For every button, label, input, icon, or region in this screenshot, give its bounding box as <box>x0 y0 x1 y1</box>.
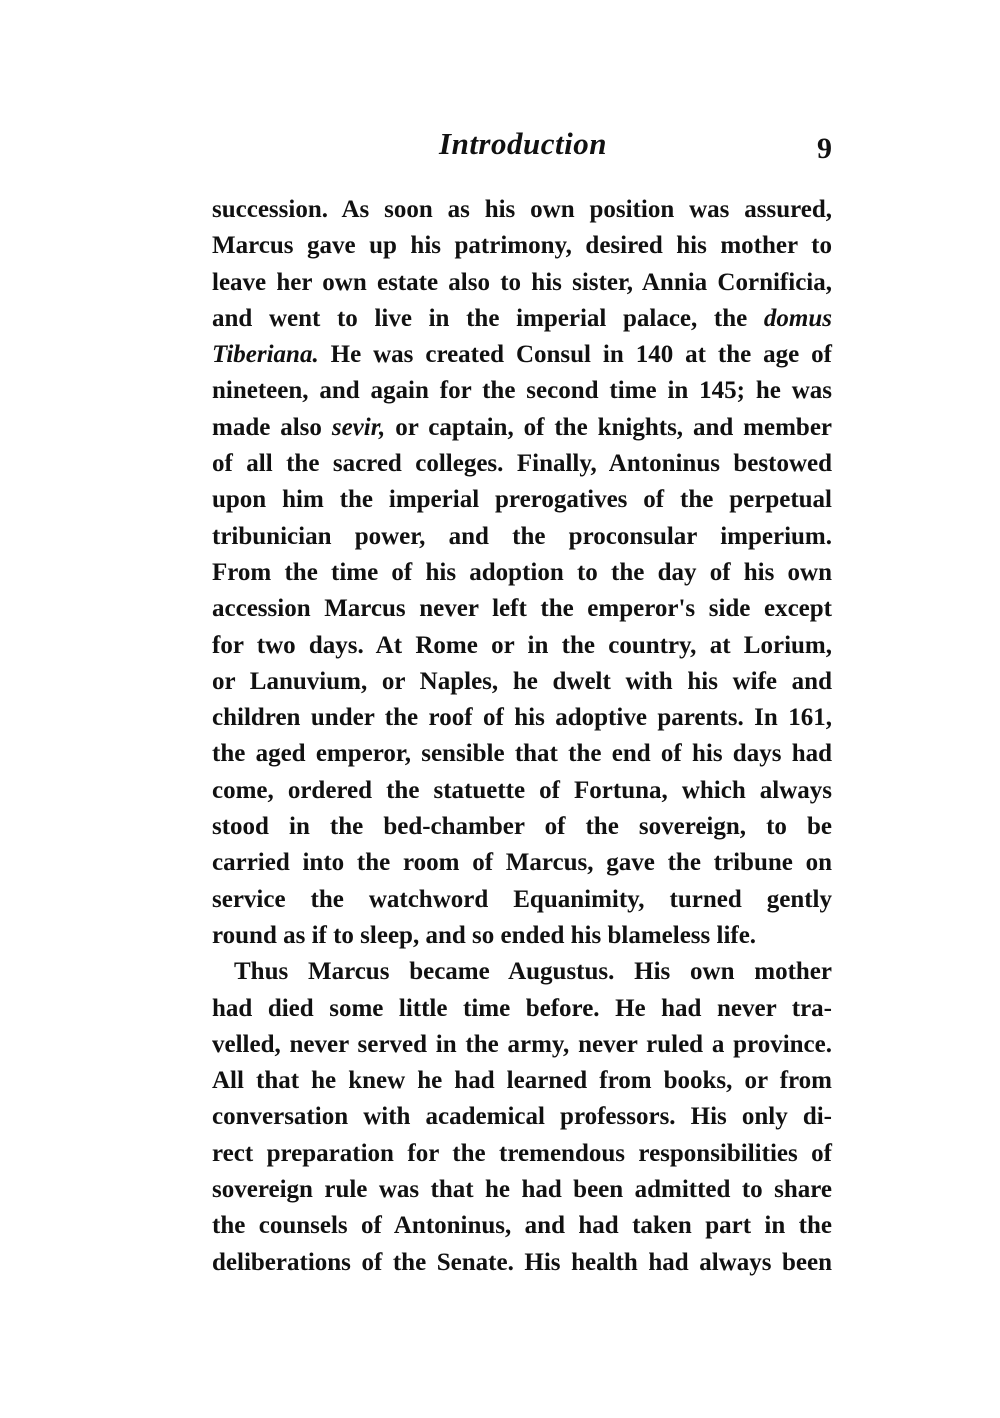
text-fragment: and went to live in the imperial palace, the <box>212 304 748 332</box>
page-number: 9 <box>817 132 832 165</box>
text-line: had died some little time before. He had never tra- <box>212 994 832 1022</box>
text-line: leave her own estate also to his sister, Annia Cornificia, <box>212 268 832 296</box>
text-line: rect preparation for the tremendous responsibilities of <box>212 1139 832 1167</box>
text-line: Marcus gave up his patrimony, desired his mother to <box>212 232 832 260</box>
text-line: carried into the room of Marcus, gave the tribune on <box>212 849 832 877</box>
text-line: sovereign rule was that he had been admitted to share <box>212 1176 832 1204</box>
running-head <box>212 126 834 170</box>
text-line: round as if to sleep, and so ended his blameless life. <box>212 921 757 949</box>
text-line: service the watchword Equanimity, turned gently <box>212 885 832 913</box>
text-line: the counsels of Antoninus, and had taken part in the <box>212 1212 832 1240</box>
text-line: nineteen, and again for the second time in 145; he was <box>212 377 832 405</box>
text-line: of all the sacred colleges. Finally, Antoninus bestowed <box>212 450 832 478</box>
text-line <box>212 301 832 337</box>
text-line: for two days. At Rome or in the country, at Lorium, <box>212 631 832 659</box>
text-line: children under the roof of his adoptive parents. In 161, <box>212 704 832 732</box>
running-title: Introduction <box>439 126 607 161</box>
text-line: the aged emperor, sensible that the end of his days had <box>212 740 832 768</box>
text-line <box>212 337 832 373</box>
text-line: stood in the bed-chamber of the sovereign, to be <box>212 813 832 841</box>
text-line: All that he knew he had learned from books, or from <box>212 1067 832 1095</box>
text-line: tribunician power, and the proconsular imperium. <box>212 522 832 550</box>
body-text <box>212 192 832 1281</box>
text-line: accession Marcus never left the emperor's side except <box>212 595 832 623</box>
italic-term: domus <box>763 304 832 332</box>
text-line: Thus Marcus became Augustus. His own mother <box>234 958 832 986</box>
text-line: come, ordered the statuette of Fortuna, which always <box>212 776 832 804</box>
text-line: succession. As soon as his own position was assured, <box>212 196 832 223</box>
text-line: upon him the imperial prerogatives of the perpetual <box>212 486 832 514</box>
text-line: conversation with academical professors. His only di- <box>212 1103 832 1131</box>
text-line <box>212 410 832 446</box>
text-fragment: made also <box>212 413 322 441</box>
italic-term: sevir, <box>331 413 386 441</box>
italic-term: Tiberiana. <box>212 341 319 369</box>
text-fragment: He was created Consul in 140 at the age of <box>330 341 832 369</box>
text-line: or Lanuvium, or Naples, he dwelt with his wife and <box>212 667 832 695</box>
text-line: velled, never served in the army, never ruled a province. <box>212 1030 832 1058</box>
text-fragment: or captain, of the knights, and member <box>395 413 833 441</box>
text-line: From the time of his adoption to the day of his own <box>212 558 832 586</box>
text-line: deliberations of the Senate. His health had always been <box>212 1248 832 1276</box>
